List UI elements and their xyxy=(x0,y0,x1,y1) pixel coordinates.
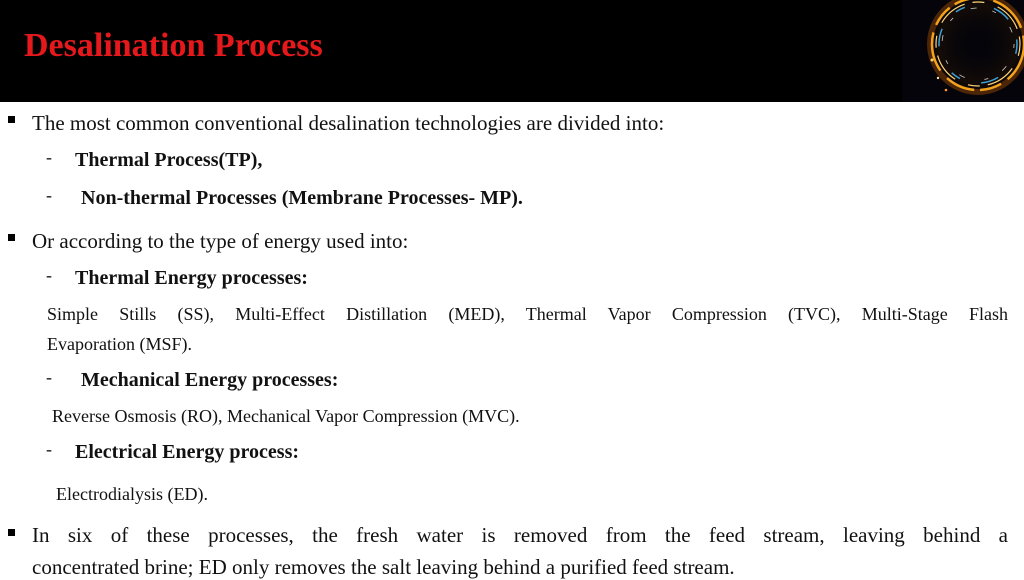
slide-title: Desalination Process xyxy=(24,27,323,64)
square-bullet-icon xyxy=(8,116,15,123)
glowing-ring-icon xyxy=(902,0,1024,102)
dash-icon: - xyxy=(46,147,52,167)
title-bar xyxy=(0,0,1024,102)
mechanical-energy-description: Reverse Osmosis (RO), Mechanical Vapor Compression (MVC). xyxy=(52,406,520,426)
thermal-energy-description: Simple Stills (SS), Multi-Effect Distillation (MED), Thermal Vapor Compression (TVC), Multi-Stage Flash xyxy=(47,304,1008,324)
square-bullet-icon xyxy=(8,529,15,536)
dash-icon: - xyxy=(46,439,52,459)
bullet-text-cont: concentrated brine; ED only removes the salt leaving behind a purified feed stream. xyxy=(32,555,735,579)
bullet-text: Or according to the type of energy used into: xyxy=(32,229,409,253)
sub-item-non-thermal-process: Non-thermal Processes (Membrane Processes- MP). xyxy=(81,187,523,209)
thermal-energy-heading: Thermal Energy processes: xyxy=(75,267,308,289)
sub-item-thermal-process: Thermal Process(TP), xyxy=(75,149,263,171)
dash-icon: - xyxy=(46,185,52,205)
electrical-energy-description: Electrodialysis (ED). xyxy=(56,484,208,504)
square-bullet-icon xyxy=(8,234,15,241)
dash-icon: - xyxy=(46,367,52,387)
thermal-energy-description-cont: Evaporation (MSF). xyxy=(47,334,192,354)
bullet-text: The most common conventional desalination technologies are divided into: xyxy=(32,111,665,135)
dash-icon: - xyxy=(46,265,52,285)
bullet-text: In six of these processes, the fresh water is removed from the feed stream, leaving behind a xyxy=(32,523,1008,547)
electrical-energy-heading: Electrical Energy process: xyxy=(75,441,300,463)
mechanical-energy-heading: Mechanical Energy processes: xyxy=(81,369,339,391)
